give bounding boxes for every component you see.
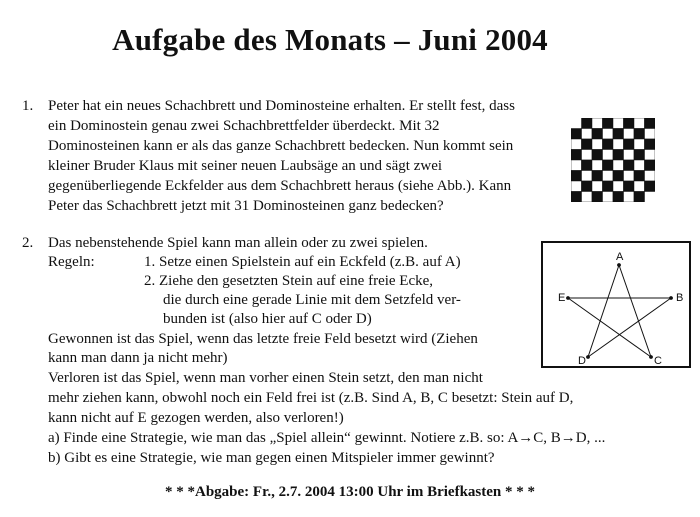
task1-line: Peter das Schachbrett jetzt mit 31 Dominosteinen ganz bedecken? — [48, 198, 444, 214]
chessboard-square — [603, 192, 614, 203]
star-edge-a-c — [619, 265, 651, 357]
chessboard-square — [571, 192, 582, 203]
star-edge-b-d — [588, 298, 671, 357]
chessboard-square — [582, 139, 593, 150]
chessboard-square — [624, 139, 635, 150]
rule-2-line: die durch eine gerade Linie mit dem Setzfeld ver- — [163, 292, 461, 308]
chessboard-square — [624, 150, 635, 161]
task1-line: gegenüberliegende Eckfelder aus dem Schachbrett heraus (siehe Abb.). Kann — [48, 178, 512, 194]
vertex-label-a: A — [616, 251, 624, 263]
rule-2-line: bunden ist (also hier auf C oder D) — [163, 311, 372, 327]
chessboard-square — [592, 160, 603, 171]
vertex-label-e: E — [558, 292, 566, 304]
chessboard-square — [571, 160, 582, 171]
rules-label: Regeln: — [48, 254, 95, 270]
chessboard-square — [571, 171, 582, 182]
chessboard-square — [645, 171, 656, 182]
chessboard-square — [624, 181, 635, 192]
chessboard-square — [645, 181, 656, 192]
chessboard-square — [592, 150, 603, 161]
chessboard-square — [571, 129, 582, 140]
chessboard-square — [645, 160, 656, 171]
chessboard-square — [582, 150, 593, 161]
chessboard-square — [634, 150, 645, 161]
task2-number: 2. — [22, 235, 34, 251]
vertex-label-c: C — [654, 355, 662, 367]
rule-1: 1. Setze einen Spielstein auf ein Eckfeld (z.B. auf A) — [144, 254, 461, 270]
chessboard-square — [603, 171, 614, 182]
rule-2-line: 2. Ziehe den gesetzten Stein auf eine freie Ecke, — [144, 273, 434, 289]
chessboard-square — [592, 139, 603, 150]
chessboard-square — [571, 181, 582, 192]
chessboard-square — [582, 192, 593, 203]
chessboard-square — [634, 160, 645, 171]
task1-line: Peter hat ein neues Schachbrett und Dominosteine erhalten. Er stellt fest, dass — [48, 98, 515, 114]
chessboard-square — [624, 129, 635, 140]
submission-deadline: * * *Abgabe: Fr., 2.7. 2004 13:00 Uhr im Briefkasten * * * — [165, 484, 535, 500]
star-game-figure — [541, 241, 691, 368]
task2-question-b: b) Gibt es eine Strategie, wie man gegen einen Mitspieler immer gewinnt? — [48, 450, 495, 466]
chessboard-square — [603, 129, 614, 140]
chessboard-square — [645, 139, 656, 150]
chessboard-square — [592, 129, 603, 140]
task2-line: kann man dann ja nicht mehr) — [48, 350, 228, 366]
chessboard-square — [582, 129, 593, 140]
chessboard-square — [634, 129, 645, 140]
chessboard-square — [613, 139, 624, 150]
chessboard-square — [571, 150, 582, 161]
chessboard-square — [645, 150, 656, 161]
chessboard-square — [613, 192, 624, 203]
chessboard-square — [613, 118, 624, 129]
task2-intro: Das nebenstehende Spiel kann man allein oder zu zwei spielen. — [48, 235, 428, 251]
page-title: Aufgabe des Monats – Juni 2004 — [112, 22, 548, 57]
task1-line: Dominosteinen kann er als das ganze Schachbrett bedecken. Nun kommt sein — [48, 138, 514, 154]
chessboard-square — [624, 192, 635, 203]
chessboard-square — [582, 118, 593, 129]
task2-question-a: a) Finde eine Strategie, wie man das „Spiel allein“ gewinnt. Notiere z.B. so: A→C, B→D, ... — [48, 430, 606, 446]
chessboard-square — [592, 171, 603, 182]
chessboard-square — [582, 160, 593, 171]
task2-line: mehr ziehen kann, obwohl noch ein Feld frei ist (z.B. Sind A, B, C besetzt: Stein auf D, — [48, 390, 574, 406]
chessboard-square — [603, 139, 614, 150]
chessboard-square — [634, 171, 645, 182]
chessboard-square — [613, 181, 624, 192]
task1-line: kleiner Bruder Klaus mit seiner neuen Laubsäge an und sägt zwei — [48, 158, 443, 174]
chessboard-square — [613, 160, 624, 171]
chessboard-square — [634, 192, 645, 203]
chessboard-square — [571, 139, 582, 150]
chessboard-square — [624, 160, 635, 171]
chessboard-square — [582, 171, 593, 182]
chessboard-figure — [571, 118, 655, 202]
chessboard-square — [613, 150, 624, 161]
chessboard-square — [603, 150, 614, 161]
chessboard-square — [592, 192, 603, 203]
task2-line: Gewonnen ist das Spiel, wenn das letzte freie Feld besetzt wird (Ziehen — [48, 331, 478, 347]
chessboard-square — [603, 181, 614, 192]
task1-number: 1. — [22, 98, 34, 114]
chessboard-square — [592, 181, 603, 192]
task1-line: ein Dominostein genau zwei Schachbrettfelder überdeckt. Mit 32 — [48, 118, 440, 134]
chessboard-square — [624, 171, 635, 182]
chessboard-square — [645, 129, 656, 140]
chessboard-square — [613, 171, 624, 182]
chessboard-square — [634, 118, 645, 129]
task2-line: Verloren ist das Spiel, wenn man vorher einen Stein setzt, den man nicht — [48, 370, 483, 386]
chessboard-square — [634, 181, 645, 192]
vertex-label-b: B — [676, 292, 684, 304]
chessboard-square — [645, 118, 656, 129]
vertex-label-d: D — [578, 355, 586, 367]
chessboard-square — [613, 129, 624, 140]
star-edge-e-c — [568, 298, 651, 357]
chessboard-square — [634, 139, 645, 150]
star-edge-a-d — [588, 265, 619, 357]
chessboard-square — [603, 118, 614, 129]
chessboard-square — [592, 118, 603, 129]
chessboard-square — [624, 118, 635, 129]
task2-line: kann nicht auf E gezogen werden, also verloren!) — [48, 410, 344, 426]
chessboard-square — [582, 181, 593, 192]
chessboard-square — [603, 160, 614, 171]
